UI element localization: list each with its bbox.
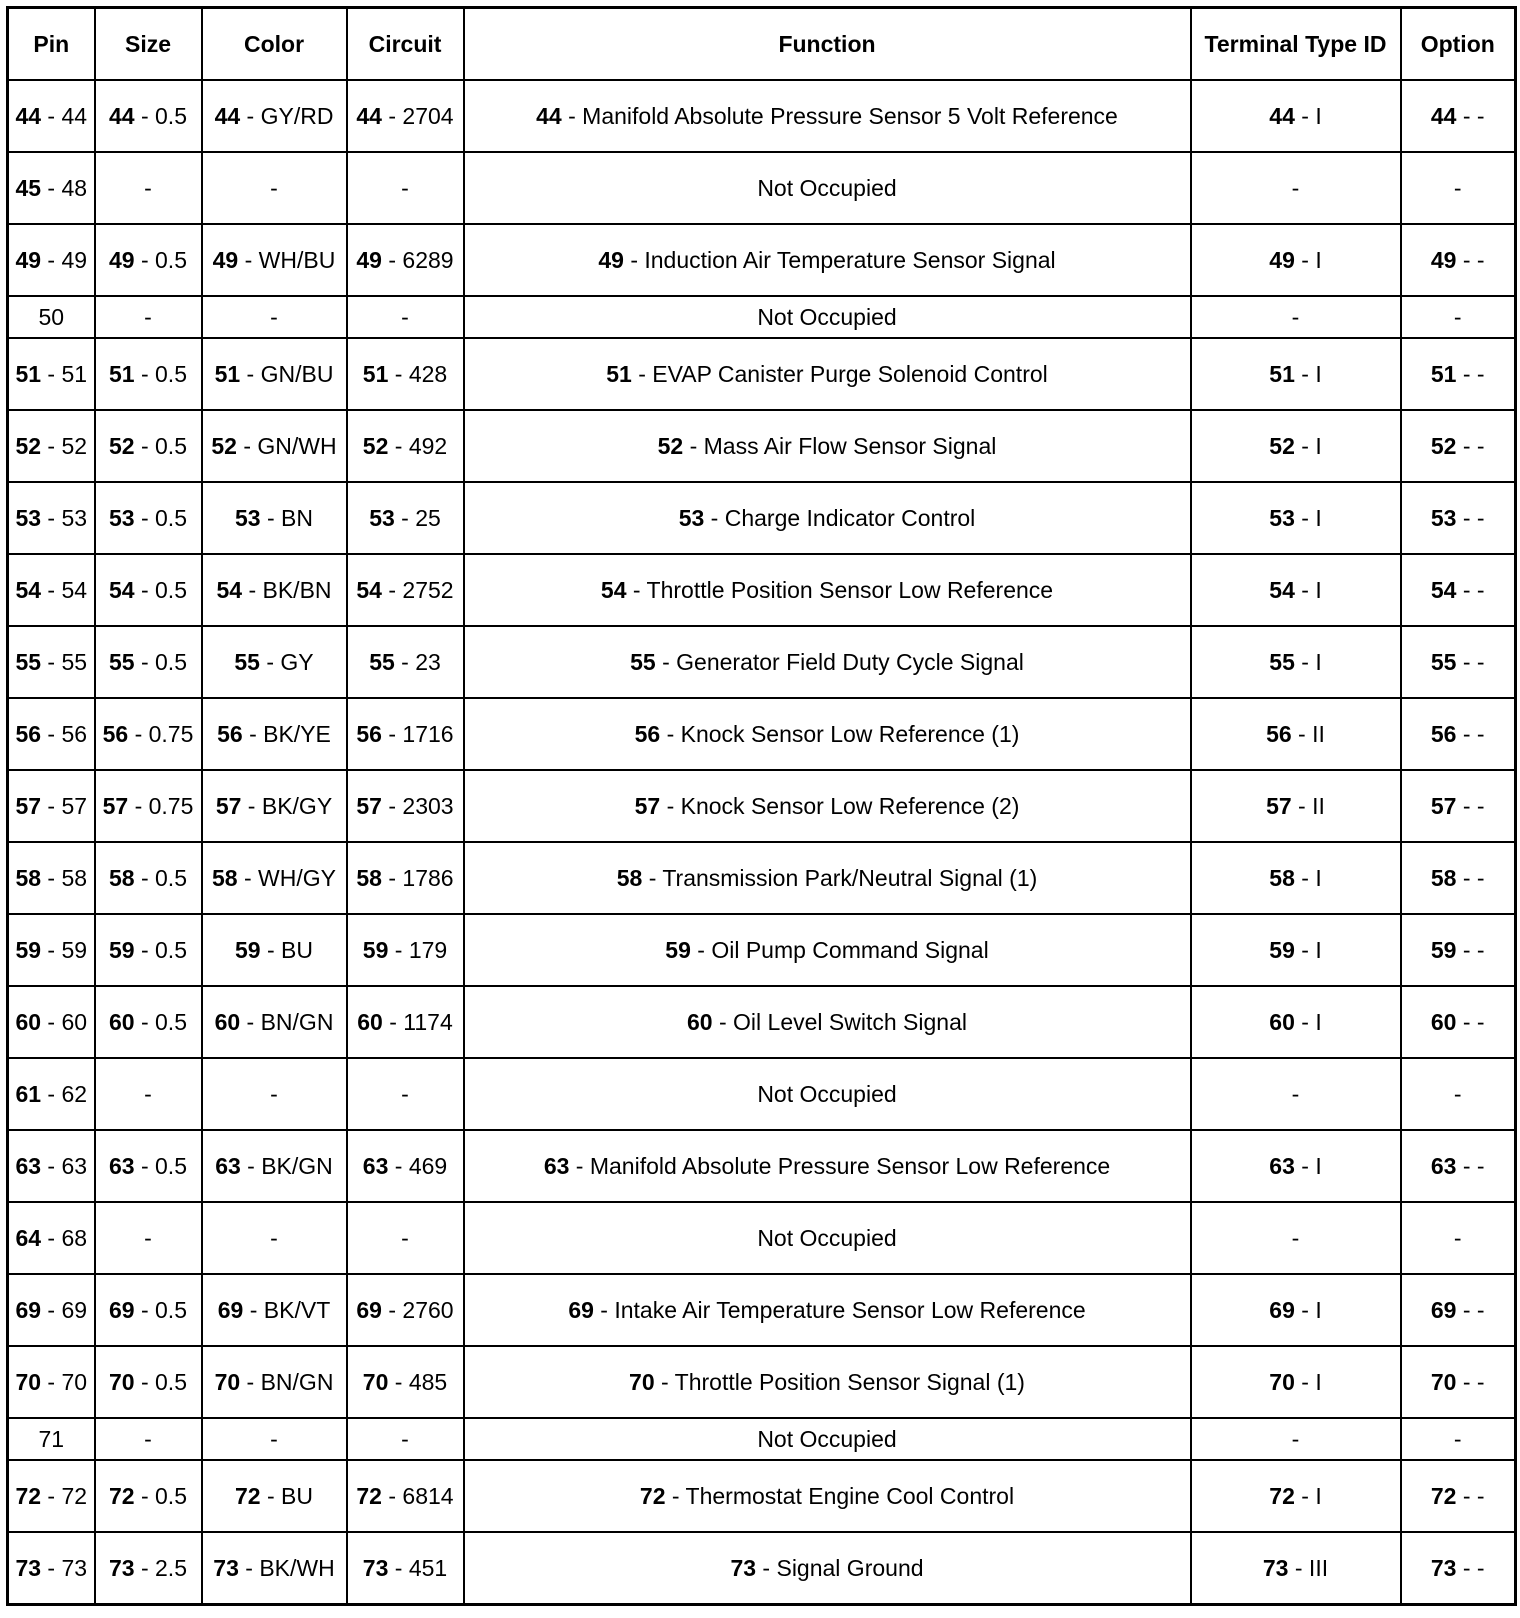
cell-function: 49 - Induction Air Temperature Sensor Signal (464, 224, 1191, 296)
cell-terminal: 55 - I (1191, 626, 1401, 698)
table-row (8, 842, 1516, 914)
cell-option: 56 - - (1401, 698, 1516, 770)
cell-function: Not Occupied (464, 296, 1191, 338)
cell-circuit: 59 - 179 (347, 914, 464, 986)
cell-size: 72 - 0.5 (95, 1460, 202, 1532)
cell-option: 51 - - (1401, 338, 1516, 410)
cell-pin: 49 - 49 (8, 224, 95, 296)
cell-size: 57 - 0.75 (95, 770, 202, 842)
cell-option: 57 - - (1401, 770, 1516, 842)
cell-color: 63 - BK/GN (202, 1130, 347, 1202)
cell-pin: 69 - 69 (8, 1274, 95, 1346)
cell-pin: 51 - 51 (8, 338, 95, 410)
cell-terminal: 70 - I (1191, 1346, 1401, 1418)
cell-function: Not Occupied (464, 1202, 1191, 1274)
table-row (8, 224, 1516, 296)
cell-circuit: 70 - 485 (347, 1346, 464, 1418)
table-row (8, 1202, 1516, 1274)
cell-terminal: 53 - I (1191, 482, 1401, 554)
cell-option: 58 - - (1401, 842, 1516, 914)
cell-pin: 58 - 58 (8, 842, 95, 914)
cell-option: 70 - - (1401, 1346, 1516, 1418)
cell-terminal: 57 - II (1191, 770, 1401, 842)
cell-option: 53 - - (1401, 482, 1516, 554)
cell-terminal: 73 - III (1191, 1532, 1401, 1605)
pinout-table (6, 6, 1517, 1606)
table-row (8, 410, 1516, 482)
header-terminal-type-id: Terminal Type ID (1191, 8, 1401, 81)
cell-function: 59 - Oil Pump Command Signal (464, 914, 1191, 986)
cell-size: - (95, 1418, 202, 1460)
cell-function: 70 - Throttle Position Sensor Signal (1) (464, 1346, 1191, 1418)
table-row (8, 1130, 1516, 1202)
cell-size: 56 - 0.75 (95, 698, 202, 770)
cell-pin: 50 (8, 296, 95, 338)
cell-color: - (202, 1418, 347, 1460)
cell-color: 53 - BN (202, 482, 347, 554)
table-row (8, 482, 1516, 554)
cell-function: 54 - Throttle Position Sensor Low Reference (464, 554, 1191, 626)
cell-function: Not Occupied (464, 152, 1191, 224)
cell-size: - (95, 1202, 202, 1274)
cell-terminal: 51 - I (1191, 338, 1401, 410)
cell-circuit: 52 - 492 (347, 410, 464, 482)
cell-circuit: - (347, 1202, 464, 1274)
cell-terminal: 63 - I (1191, 1130, 1401, 1202)
cell-option: 59 - - (1401, 914, 1516, 986)
cell-terminal: 44 - I (1191, 80, 1401, 152)
table-row (8, 1418, 1516, 1460)
cell-terminal: 58 - I (1191, 842, 1401, 914)
cell-circuit: - (347, 1058, 464, 1130)
cell-circuit: 63 - 469 (347, 1130, 464, 1202)
cell-option: - (1401, 152, 1516, 224)
cell-pin: 72 - 72 (8, 1460, 95, 1532)
table-row (8, 986, 1516, 1058)
cell-option: 44 - - (1401, 80, 1516, 152)
table-row (8, 1532, 1516, 1605)
table-row (8, 698, 1516, 770)
cell-size: - (95, 152, 202, 224)
cell-size: - (95, 1058, 202, 1130)
cell-option: 52 - - (1401, 410, 1516, 482)
table-row (8, 152, 1516, 224)
cell-circuit: 60 - 1174 (347, 986, 464, 1058)
cell-function: 57 - Knock Sensor Low Reference (2) (464, 770, 1191, 842)
cell-terminal: 52 - I (1191, 410, 1401, 482)
cell-terminal: 60 - I (1191, 986, 1401, 1058)
cell-circuit: 72 - 6814 (347, 1460, 464, 1532)
cell-pin: 71 (8, 1418, 95, 1460)
table-row (8, 1274, 1516, 1346)
cell-function: 44 - Manifold Absolute Pressure Sensor 5 Volt Reference (464, 80, 1191, 152)
cell-pin: 73 - 73 (8, 1532, 95, 1605)
cell-option: 54 - - (1401, 554, 1516, 626)
cell-size: - (95, 296, 202, 338)
cell-pin: 56 - 56 (8, 698, 95, 770)
cell-color: 60 - BN/GN (202, 986, 347, 1058)
table-row (8, 626, 1516, 698)
cell-color: - (202, 296, 347, 338)
cell-function: 73 - Signal Ground (464, 1532, 1191, 1605)
cell-function: Not Occupied (464, 1058, 1191, 1130)
cell-option: 49 - - (1401, 224, 1516, 296)
cell-circuit: 55 - 23 (347, 626, 464, 698)
cell-size: 70 - 0.5 (95, 1346, 202, 1418)
table-row (8, 770, 1516, 842)
cell-circuit: - (347, 1418, 464, 1460)
table-body (8, 80, 1516, 1605)
cell-option: 63 - - (1401, 1130, 1516, 1202)
cell-size: 63 - 0.5 (95, 1130, 202, 1202)
cell-color: - (202, 1202, 347, 1274)
cell-terminal: - (1191, 1202, 1401, 1274)
cell-color: 73 - BK/WH (202, 1532, 347, 1605)
cell-pin: 59 - 59 (8, 914, 95, 986)
cell-terminal: 69 - I (1191, 1274, 1401, 1346)
cell-pin: 52 - 52 (8, 410, 95, 482)
cell-terminal: 56 - II (1191, 698, 1401, 770)
cell-size: 51 - 0.5 (95, 338, 202, 410)
cell-terminal: - (1191, 1418, 1401, 1460)
table-row (8, 1346, 1516, 1418)
cell-option: 69 - - (1401, 1274, 1516, 1346)
cell-terminal: - (1191, 1058, 1401, 1130)
cell-terminal: 49 - I (1191, 224, 1401, 296)
cell-size: 59 - 0.5 (95, 914, 202, 986)
cell-circuit: 53 - 25 (347, 482, 464, 554)
cell-circuit: - (347, 152, 464, 224)
cell-circuit: 49 - 6289 (347, 224, 464, 296)
cell-color: 55 - GY (202, 626, 347, 698)
cell-function: 63 - Manifold Absolute Pressure Sensor Low Reference (464, 1130, 1191, 1202)
cell-function: 52 - Mass Air Flow Sensor Signal (464, 410, 1191, 482)
cell-circuit: - (347, 296, 464, 338)
cell-terminal: - (1191, 296, 1401, 338)
cell-pin: 60 - 60 (8, 986, 95, 1058)
cell-terminal: - (1191, 152, 1401, 224)
cell-size: 54 - 0.5 (95, 554, 202, 626)
table-row (8, 80, 1516, 152)
cell-color: - (202, 1058, 347, 1130)
cell-color: 51 - GN/BU (202, 338, 347, 410)
cell-circuit: 57 - 2303 (347, 770, 464, 842)
cell-size: 44 - 0.5 (95, 80, 202, 152)
cell-pin: 64 - 68 (8, 1202, 95, 1274)
cell-color: 57 - BK/GY (202, 770, 347, 842)
cell-color: 72 - BU (202, 1460, 347, 1532)
cell-pin: 44 - 44 (8, 80, 95, 152)
table-row (8, 338, 1516, 410)
cell-color: 59 - BU (202, 914, 347, 986)
cell-pin: 55 - 55 (8, 626, 95, 698)
cell-function: Not Occupied (464, 1418, 1191, 1460)
table-row (8, 914, 1516, 986)
cell-size: 53 - 0.5 (95, 482, 202, 554)
cell-circuit: 51 - 428 (347, 338, 464, 410)
cell-option: - (1401, 296, 1516, 338)
cell-option: 55 - - (1401, 626, 1516, 698)
cell-function: 69 - Intake Air Temperature Sensor Low Reference (464, 1274, 1191, 1346)
header-color: Color (202, 8, 347, 81)
cell-color: - (202, 152, 347, 224)
cell-option: 72 - - (1401, 1460, 1516, 1532)
cell-color: 56 - BK/YE (202, 698, 347, 770)
cell-pin: 53 - 53 (8, 482, 95, 554)
cell-option: 60 - - (1401, 986, 1516, 1058)
cell-circuit: 56 - 1716 (347, 698, 464, 770)
cell-size: 55 - 0.5 (95, 626, 202, 698)
header-row (8, 8, 1516, 81)
cell-function: 51 - EVAP Canister Purge Solenoid Control (464, 338, 1191, 410)
cell-pin: 45 - 48 (8, 152, 95, 224)
header-size: Size (95, 8, 202, 81)
cell-color: 54 - BK/BN (202, 554, 347, 626)
cell-circuit: 54 - 2752 (347, 554, 464, 626)
cell-pin: 54 - 54 (8, 554, 95, 626)
cell-color: 69 - BK/VT (202, 1274, 347, 1346)
cell-option: 73 - - (1401, 1532, 1516, 1605)
cell-size: 49 - 0.5 (95, 224, 202, 296)
cell-size: 52 - 0.5 (95, 410, 202, 482)
cell-color: 52 - GN/WH (202, 410, 347, 482)
cell-circuit: 69 - 2760 (347, 1274, 464, 1346)
header-circuit: Circuit (347, 8, 464, 81)
cell-function: 58 - Transmission Park/Neutral Signal (1) (464, 842, 1191, 914)
cell-size: 73 - 2.5 (95, 1532, 202, 1605)
header-pin: Pin (8, 8, 95, 81)
cell-function: 56 - Knock Sensor Low Reference (1) (464, 698, 1191, 770)
cell-pin: 61 - 62 (8, 1058, 95, 1130)
table-row (8, 554, 1516, 626)
table-row (8, 296, 1516, 338)
cell-pin: 70 - 70 (8, 1346, 95, 1418)
cell-option: - (1401, 1202, 1516, 1274)
cell-size: 69 - 0.5 (95, 1274, 202, 1346)
header-option: Option (1401, 8, 1516, 81)
cell-circuit: 44 - 2704 (347, 80, 464, 152)
cell-function: 53 - Charge Indicator Control (464, 482, 1191, 554)
table-row (8, 1460, 1516, 1532)
cell-pin: 57 - 57 (8, 770, 95, 842)
header-function: Function (464, 8, 1191, 81)
cell-terminal: 72 - I (1191, 1460, 1401, 1532)
cell-terminal: 54 - I (1191, 554, 1401, 626)
cell-color: 58 - WH/GY (202, 842, 347, 914)
cell-size: 58 - 0.5 (95, 842, 202, 914)
cell-function: 72 - Thermostat Engine Cool Control (464, 1460, 1191, 1532)
cell-function: 55 - Generator Field Duty Cycle Signal (464, 626, 1191, 698)
cell-circuit: 58 - 1786 (347, 842, 464, 914)
cell-size: 60 - 0.5 (95, 986, 202, 1058)
cell-color: 49 - WH/BU (202, 224, 347, 296)
table-row (8, 1058, 1516, 1130)
cell-function: 60 - Oil Level Switch Signal (464, 986, 1191, 1058)
cell-terminal: 59 - I (1191, 914, 1401, 986)
cell-circuit: 73 - 451 (347, 1532, 464, 1605)
cell-option: - (1401, 1058, 1516, 1130)
cell-color: 70 - BN/GN (202, 1346, 347, 1418)
cell-pin: 63 - 63 (8, 1130, 95, 1202)
cell-option: - (1401, 1418, 1516, 1460)
cell-color: 44 - GY/RD (202, 80, 347, 152)
